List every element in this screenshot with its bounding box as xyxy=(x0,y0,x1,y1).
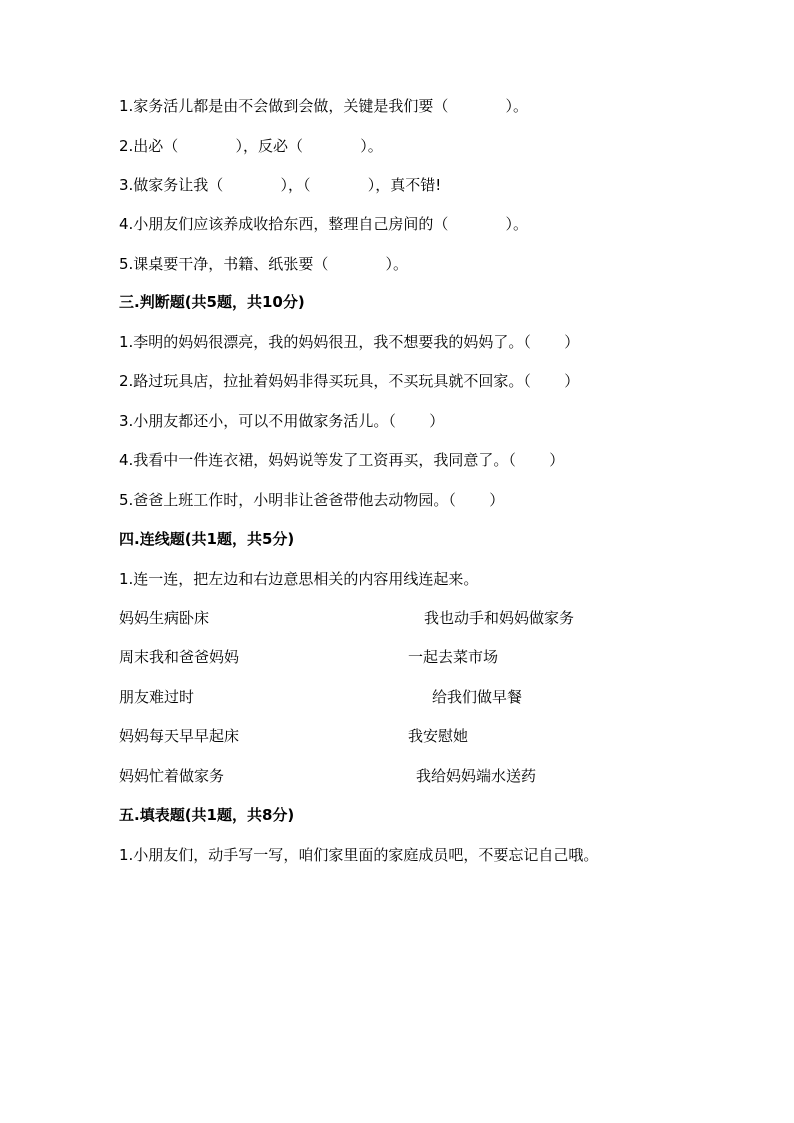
match-right-item-1: 我也动手和妈妈做家务 xyxy=(424,609,575,627)
judge-item-5: 5.爸爸上班工作时，小明非让爸爸带他去动物园。（ ） xyxy=(119,491,505,509)
match-right-item-5: 我给妈妈端水送药 xyxy=(416,767,537,785)
match-section-heading: 四.连线题(共1题，共5分) xyxy=(119,530,295,548)
table-instruction: 1.小朋友们，动手写一写，咱们家里面的家庭成员吧，不要忘记自己哦。 xyxy=(119,846,599,864)
fill-blank-item-1: 1.家务活儿都是由不会做到会做，关键是我们要（ ）。 xyxy=(119,97,529,115)
match-left-item-3: 朋友难过时 xyxy=(119,688,195,706)
match-left-item-1: 妈妈生病卧床 xyxy=(119,609,210,627)
fill-blank-item-5: 5.课桌要干净，书籍、纸张要（ ）。 xyxy=(119,255,409,273)
match-right-item-4: 我安慰她 xyxy=(408,727,469,745)
judge-section-heading: 三.判断题(共5题，共10分) xyxy=(119,293,305,311)
judge-item-1: 1.李明的妈妈很漂亮，我的妈妈很丑，我不想要我的妈妈了。（ ） xyxy=(119,333,580,351)
fill-blank-item-2: 2.出必（ ），反必（ ）。 xyxy=(119,137,383,155)
judge-item-2: 2.路过玩具店，拉扯着妈妈非得买玩具，不买玩具就不回家。（ ） xyxy=(119,372,580,390)
match-right-item-3: 给我们做早餐 xyxy=(432,688,523,706)
match-right-item-2: 一起去菜市场 xyxy=(408,648,499,666)
match-left-item-2: 周末我和爸爸妈妈 xyxy=(119,648,240,666)
table-section-heading: 五.填表题(共1题，共8分) xyxy=(119,806,295,824)
match-left-item-4: 妈妈每天早早起床 xyxy=(119,727,240,745)
match-left-item-5: 妈妈忙着做家务 xyxy=(119,767,225,785)
match-instruction: 1.连一连，把左边和右边意思相关的内容用线连起来。 xyxy=(119,570,479,588)
judge-item-3: 3.小朋友都还小，可以不用做家务活儿。（ ） xyxy=(119,412,445,430)
fill-blank-item-4: 4.小朋友们应该养成收拾东西，整理自己房间的（ ）。 xyxy=(119,215,529,233)
judge-item-4: 4.我看中一件连衣裙，妈妈说等发了工资再买，我同意了。（ ） xyxy=(119,451,565,469)
fill-blank-item-3: 3.做家务让我（ ），（ ），真不错! xyxy=(119,176,442,194)
